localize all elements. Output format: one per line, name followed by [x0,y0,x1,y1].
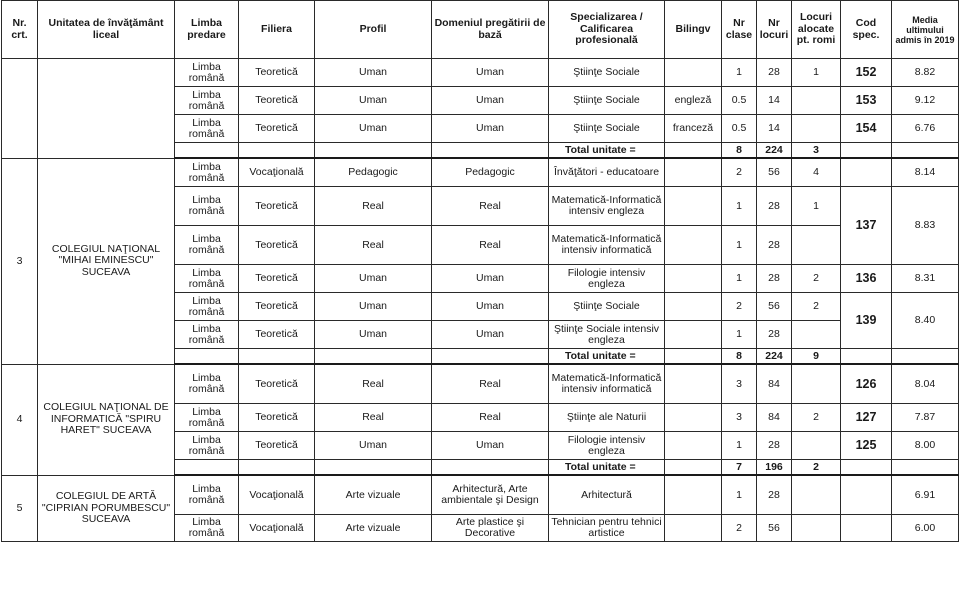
cell-limba: Limba română [175,265,239,293]
cell-clase: 1 [722,59,757,87]
cell-clase: 1 [722,321,757,349]
cell-limba: Limba română [175,158,239,187]
cell-clase: 3 [722,404,757,432]
cell-profil: Arte vizuale [315,475,432,515]
table-row [2,475,959,515]
cell-locuri: 28 [757,187,792,226]
cell-specializare: Ştiinţe ale Naturii [549,404,665,432]
cell-locuri: 14 [757,87,792,115]
total-romi: 3 [792,143,841,159]
cell-limba: Limba română [175,364,239,404]
cell-filiera: Teoretică [239,59,315,87]
cell-romi: 1 [792,59,841,87]
total-clase: 7 [722,460,757,476]
col-header-nr: Nr. crt. [2,1,38,59]
total-clase: 8 [722,349,757,365]
cell-limba: Limba română [175,293,239,321]
cell-locuri: 56 [757,515,792,542]
total-label: Total unitate = [549,460,665,476]
cell-filiera: Teoretică [239,293,315,321]
cell-media: 8.14 [892,158,959,187]
total-locuri: 224 [757,349,792,365]
cell-profil: Arte vizuale [315,515,432,542]
cell-romi [792,321,841,349]
cell-nr: 3 [2,158,38,364]
cell-bilingv [665,158,722,187]
total-romi: 9 [792,349,841,365]
table-row [2,158,959,187]
cell-bilingv [665,321,722,349]
cell-profil: Uman [315,432,432,460]
cell-bilingv [665,432,722,460]
cell-limba: Limba română [175,187,239,226]
cell-media: 6.00 [892,515,959,542]
cell-domeniu: Uman [432,432,549,460]
col-header-profil: Profil [315,1,432,59]
cell-bilingv [665,226,722,265]
cell-specializare: Ştiinţe Sociale [549,293,665,321]
col-header-nr-clase: Nr clase [722,1,757,59]
cell-filiera: Teoretică [239,265,315,293]
cell-specializare: Matematică-Informatică intensiv informatică [549,364,665,404]
cell-bilingv [665,515,722,542]
cell-media: 8.31 [892,265,959,293]
cell-media: 8.83 [892,187,959,265]
col-header-cod: Cod spec. [841,1,892,59]
cell-domeniu: Real [432,404,549,432]
cell-limba: Limba română [175,321,239,349]
cell-profil: Real [315,226,432,265]
cell-clase: 0.5 [722,87,757,115]
col-header-filiera: Filiera [239,1,315,59]
cell-domeniu: Arte plastice şi Decorative [432,515,549,542]
cell-school-name: COLEGIUL DE ARTĂ "CIPRIAN PORUMBESCU" SUCEAVA [38,475,175,542]
cell-clase: 2 [722,158,757,187]
cell-clase: 2 [722,293,757,321]
cell-media: 8.82 [892,59,959,87]
cell-clase: 2 [722,515,757,542]
cell-romi [792,432,841,460]
cell-domeniu: Uman [432,293,549,321]
cell-profil: Real [315,404,432,432]
total-label: Total unitate = [549,349,665,365]
cell-cod: 153 [841,87,892,115]
cell-cod: 137 [841,187,892,265]
cell-domeniu: Real [432,364,549,404]
cell-domeniu: Uman [432,265,549,293]
cell-limba: Limba română [175,115,239,143]
cell-cod [841,515,892,542]
cell-filiera: Teoretică [239,87,315,115]
cell-romi [792,115,841,143]
cell-filiera: Teoretică [239,432,315,460]
cell-media: 7.87 [892,404,959,432]
cell-specializare: Ştiinţe Sociale intensiv engleza [549,321,665,349]
cell-cod: 126 [841,364,892,404]
cell-limba: Limba română [175,475,239,515]
cell-limba: Limba română [175,59,239,87]
cell-limba: Limba română [175,404,239,432]
cell-school-name [38,59,175,159]
cell-profil: Real [315,187,432,226]
cell-profil: Uman [315,293,432,321]
cell-locuri: 84 [757,404,792,432]
cell-romi: 2 [792,293,841,321]
cell-bilingv [665,187,722,226]
cell-locuri: 84 [757,364,792,404]
cell-locuri: 28 [757,265,792,293]
cell-romi: 1 [792,187,841,226]
cell-cod: 139 [841,293,892,349]
cell-locuri: 28 [757,226,792,265]
header-row [2,1,959,59]
cell-filiera: Teoretică [239,226,315,265]
cell-profil: Uman [315,59,432,87]
cell-clase: 1 [722,226,757,265]
cell-bilingv [665,59,722,87]
cell-cod: 154 [841,115,892,143]
cell-locuri: 28 [757,432,792,460]
cell-clase: 1 [722,475,757,515]
cell-bilingv [665,293,722,321]
cell-filiera: Vocaţională [239,515,315,542]
cell-media: 8.40 [892,293,959,349]
cell-domeniu: Arhitectură, Arte ambientale şi Design [432,475,549,515]
cell-domeniu: Real [432,187,549,226]
cell-filiera: Vocaţională [239,475,315,515]
cell-cod: 152 [841,59,892,87]
cell-media: 6.91 [892,475,959,515]
cell-cod [841,475,892,515]
cell-clase: 1 [722,432,757,460]
cell-cod: 136 [841,265,892,293]
cell-domeniu: Uman [432,321,549,349]
table-row [2,59,959,87]
cell-romi: 2 [792,404,841,432]
cell-cod [841,158,892,187]
total-label: Total unitate = [549,143,665,159]
cell-clase: 3 [722,364,757,404]
cell-profil: Uman [315,87,432,115]
cell-domeniu: Uman [432,87,549,115]
cell-specializare: Filologie intensiv engleza [549,432,665,460]
cell-romi [792,364,841,404]
cell-nr [2,59,38,159]
cell-filiera: Teoretică [239,364,315,404]
cell-profil: Pedagogic [315,158,432,187]
cell-media: 8.04 [892,364,959,404]
cell-locuri: 14 [757,115,792,143]
total-clase: 8 [722,143,757,159]
col-header-domeniul: Domeniul pregătirii de bază [432,1,549,59]
total-locuri: 224 [757,143,792,159]
cell-specializare: Tehnician pentru tehnici artistice [549,515,665,542]
col-header-specializarea: Specializarea / Calificarea profesională [549,1,665,59]
cell-filiera: Teoretică [239,404,315,432]
cell-clase: 1 [722,187,757,226]
cell-school-name: COLEGIUL NAŢIONAL DE INFORMATICĂ "SPIRU HARET" SUCEAVA [38,364,175,475]
cell-profil: Uman [315,115,432,143]
cell-limba: Limba română [175,432,239,460]
cell-nr: 4 [2,364,38,475]
cell-nr: 5 [2,475,38,542]
cell-romi [792,87,841,115]
cell-domeniu: Uman [432,115,549,143]
col-header-media: Media ultimului admis în 2019 [892,1,959,59]
cell-filiera: Teoretică [239,187,315,226]
col-header-nr-locuri: Nr locuri [757,1,792,59]
admission-table [1,0,959,542]
cell-specializare: Filologie intensiv engleza [549,265,665,293]
table-row [2,364,959,404]
cell-media: 9.12 [892,87,959,115]
cell-limba: Limba română [175,87,239,115]
cell-specializare: Matematică-Informatică intensiv informatică [549,226,665,265]
cell-specializare: Ştiinţe Sociale [549,115,665,143]
cell-specializare: Învăţători - educatoare [549,158,665,187]
cell-bilingv: engleză [665,87,722,115]
cell-specializare: Matematică-Informatică intensiv engleza [549,187,665,226]
cell-profil: Uman [315,265,432,293]
cell-cod: 127 [841,404,892,432]
col-header-unitatea: Unitatea de învăţământ liceal [38,1,175,59]
cell-filiera: Teoretică [239,115,315,143]
cell-bilingv: franceză [665,115,722,143]
cell-specializare: Ştiinţe Sociale [549,59,665,87]
cell-clase: 0.5 [722,115,757,143]
cell-limba: Limba română [175,515,239,542]
cell-locuri: 56 [757,158,792,187]
cell-domeniu: Uman [432,59,549,87]
cell-locuri: 56 [757,293,792,321]
col-header-locuri-romi: Locuri alocate pt. romi [792,1,841,59]
cell-bilingv [665,265,722,293]
cell-locuri: 28 [757,321,792,349]
cell-school-name: COLEGIUL NAŢIONAL "MIHAI EMINESCU" SUCEAVA [38,158,175,364]
cell-romi: 4 [792,158,841,187]
cell-domeniu: Pedagogic [432,158,549,187]
total-locuri: 196 [757,460,792,476]
cell-specializare: Ştiinţe Sociale [549,87,665,115]
cell-profil: Uman [315,321,432,349]
cell-locuri: 28 [757,475,792,515]
cell-profil: Real [315,364,432,404]
cell-romi: 2 [792,265,841,293]
cell-romi [792,226,841,265]
cell-bilingv [665,364,722,404]
cell-domeniu: Real [432,226,549,265]
cell-media: 8.00 [892,432,959,460]
cell-filiera: Vocaţională [239,158,315,187]
col-header-limba: Limba predare [175,1,239,59]
cell-filiera: Teoretică [239,321,315,349]
cell-locuri: 28 [757,59,792,87]
cell-romi [792,515,841,542]
cell-specializare: Arhitectură [549,475,665,515]
cell-bilingv [665,404,722,432]
cell-limba: Limba română [175,226,239,265]
col-header-bilingv: Bilingv [665,1,722,59]
cell-bilingv [665,475,722,515]
cell-cod: 125 [841,432,892,460]
cell-romi [792,475,841,515]
total-romi: 2 [792,460,841,476]
cell-clase: 1 [722,265,757,293]
cell-media: 6.76 [892,115,959,143]
